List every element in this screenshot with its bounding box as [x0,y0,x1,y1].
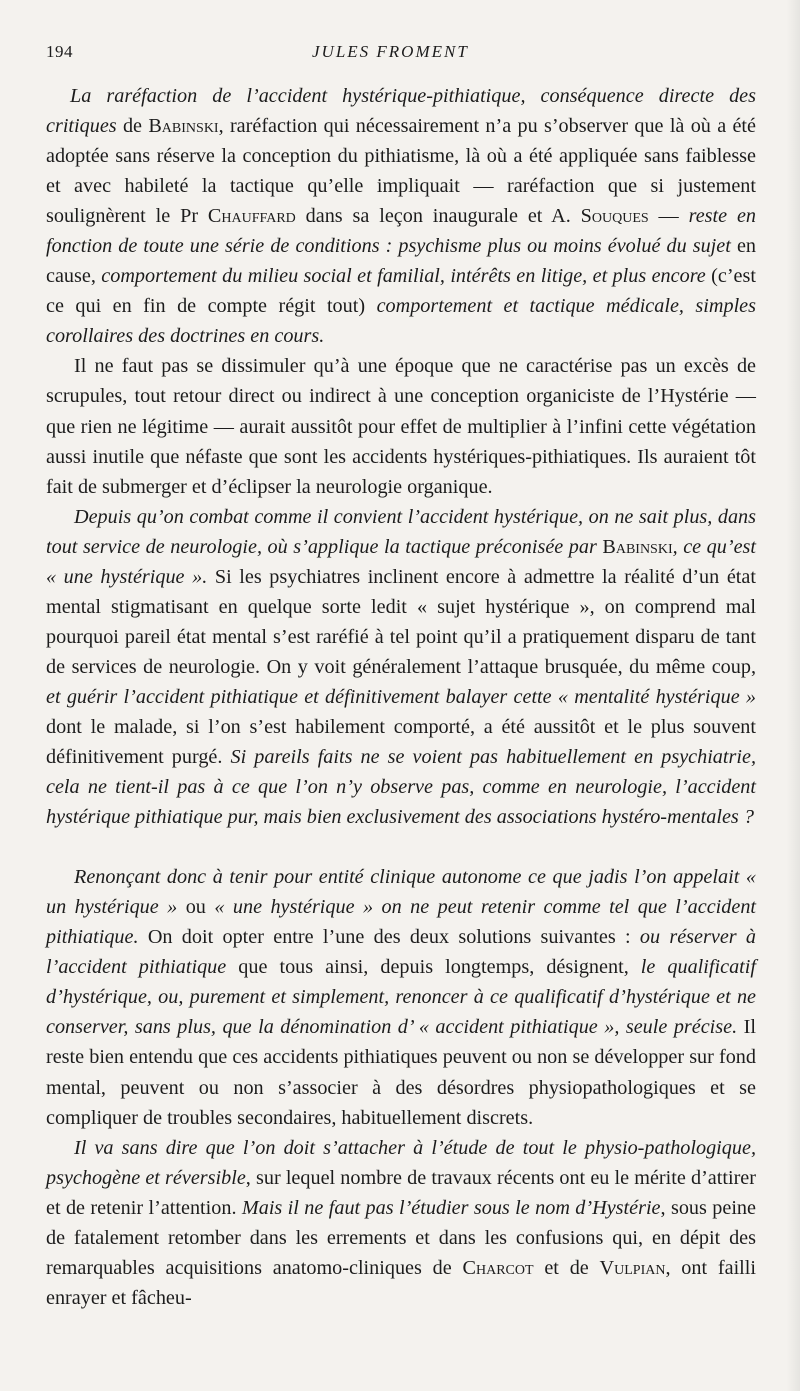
paragraph [46,1133,756,1313]
italic-run: le qualificatif d’hystérique, ou, purement et simplement, renoncer à ce qualificatif d’hystérique et ne conserver, sans plus, que la dénomination d’ « accident pithiatique », seule précise. [46,956,756,1039]
author-name: Chauffard [207,205,296,228]
italic-run: « une hystérique » on ne peut retenir comme tel que l’accident pithiatique. [46,896,757,949]
italic-run: Si pareils faits ne se voient pas habituellement en psychiatrie, cela ne tient-il pas à ce que l’on n’y observe pas, comme en neurologie, l’accident hystérique pithiatique pur, mais bien exclusivement des associations hystéro-mentales ? [46,746,756,829]
paragraph [46,351,756,501]
italic-run: et guérir l’accident pithiatique et définitivement balayer cette « mentalité hystérique » [46,685,756,708]
author-name: Babinski [602,535,673,558]
italic-run: Depuis qu’on combat comme il convient l’accident hystérique, on ne sait plus, dans tout service de neurologie, où s’applique la tactique préconisée par [46,505,756,558]
text-run: en cause, [46,235,756,288]
author-name: Vulpian [599,1256,666,1279]
italic-run: comportement du milieu social et familial, intérêts en litige, et plus encore [101,265,706,288]
italic-run: ou réserver à l’accident pithiatique [46,926,757,979]
italic-run: Mais il ne faut pas l’étudier sous le nom d’Hystérie [241,1196,661,1219]
page-header [46,42,756,72]
text-run: , sous peine de fatalement retomber dans les errements et dans les confusions qui, en dépit des remarquables acquisitions anatomo-cliniques de [46,1196,756,1279]
paragraph [46,502,756,833]
text-run: , sur lequel nombre de travaux récents ont eu le mérite d’attirer et de retenir l’attention. [46,1166,756,1219]
text-run: ou [177,896,215,919]
author-name: Souques [580,205,649,228]
text-run: — [648,205,689,228]
italic-run: La raréfaction de l’accident hystérique-pithiatique, conséquence directe des critiques [46,85,756,138]
page-edge-shadow [786,0,800,1391]
running-head: JULES FROMENT [312,42,469,61]
paragraph [46,81,756,351]
text-run: , raréfaction qui nécessairement n’a pu s’observer que là où a été adoptée sans réserve la conception du pithiatisme, là où a été appliquée sans faiblesse et avec habileté la tactique qu’elle impliquait — raréfaction que si justement soulignèrent le Pr [46,115,757,228]
text-run: Il reste bien entendu que ces accidents pithiatiques peuvent ou non se développer sur fond mental, peuvent ou non s’associer à des désordres physiopathologiques et se compliquer de troubles secondaires, habituellement discrets. [46,1016,756,1129]
page-number: 194 [46,42,73,61]
text-run: dont le malade, si l’on s’est habilement comporté, a été aussitôt et le plus souvent définitivement purgé. [46,715,756,769]
text-run: Si les psychiatres inclinent encore à admettre la réalité d’un état mental stigmatisant en quelque sorte ledit « sujet hystérique », on comprend mal pourquoi pareil état mental s’est raréfié à tel point qu’il a pratiquement disparu de tant de services de neurologie. On y voit généralement l’attaque brusquée, du même coup, [46,565,756,678]
text-run: (c’est ce qui en fin de compte régit tout) [46,265,756,318]
text-run: de [116,115,149,138]
text-run: On doit opter entre l’une des deux solutions suivantes : [138,926,640,949]
italic-run: comportement et tactique médicale, simples corollaires des doctrines en cours. [46,295,756,348]
text-run: Il ne faut pas se dissimuler qu’à une époque que ne caractérise pas un excès de scrupules, tout retour direct ou indirect à une conception organiciste de l’Hystérie — que rien ne légitime — aurait aussitôt pour effet de multiplier à l’infini cette végétation aussi inutile que néfaste que sont les accidents hystériques-pithiatiques. Ils auraient tôt fait de submerger et d’éclipser la neurologie organique. [46,355,756,498]
italic-run: Il va sans dire que l’on doit s’attacher à l’étude de tout le physio-pathologique, psychogène et réversible [46,1136,756,1189]
author-name: Babinski [148,115,219,138]
paragraph [46,862,756,1132]
text-run: et de [533,1256,600,1279]
text-run: , ont failli enrayer et fâcheu- [46,1256,757,1309]
italic-run: reste en fonction de toute une série de conditions : psychisme plus ou moins évolué du sujet [46,205,757,258]
text-run: dans sa leçon inaugurale et A. [295,205,581,228]
italic-run: Renonçant donc à tenir pour entité clinique autonome ce que jadis l’on appelait « un hystérique » [46,866,756,919]
author-name: Charcot [462,1256,534,1279]
italic-run: , ce qu’est « une hystérique ». [46,535,756,588]
text-run: que tous ainsi, depuis longtemps, désignent, [226,956,641,979]
body-text [46,81,756,1313]
